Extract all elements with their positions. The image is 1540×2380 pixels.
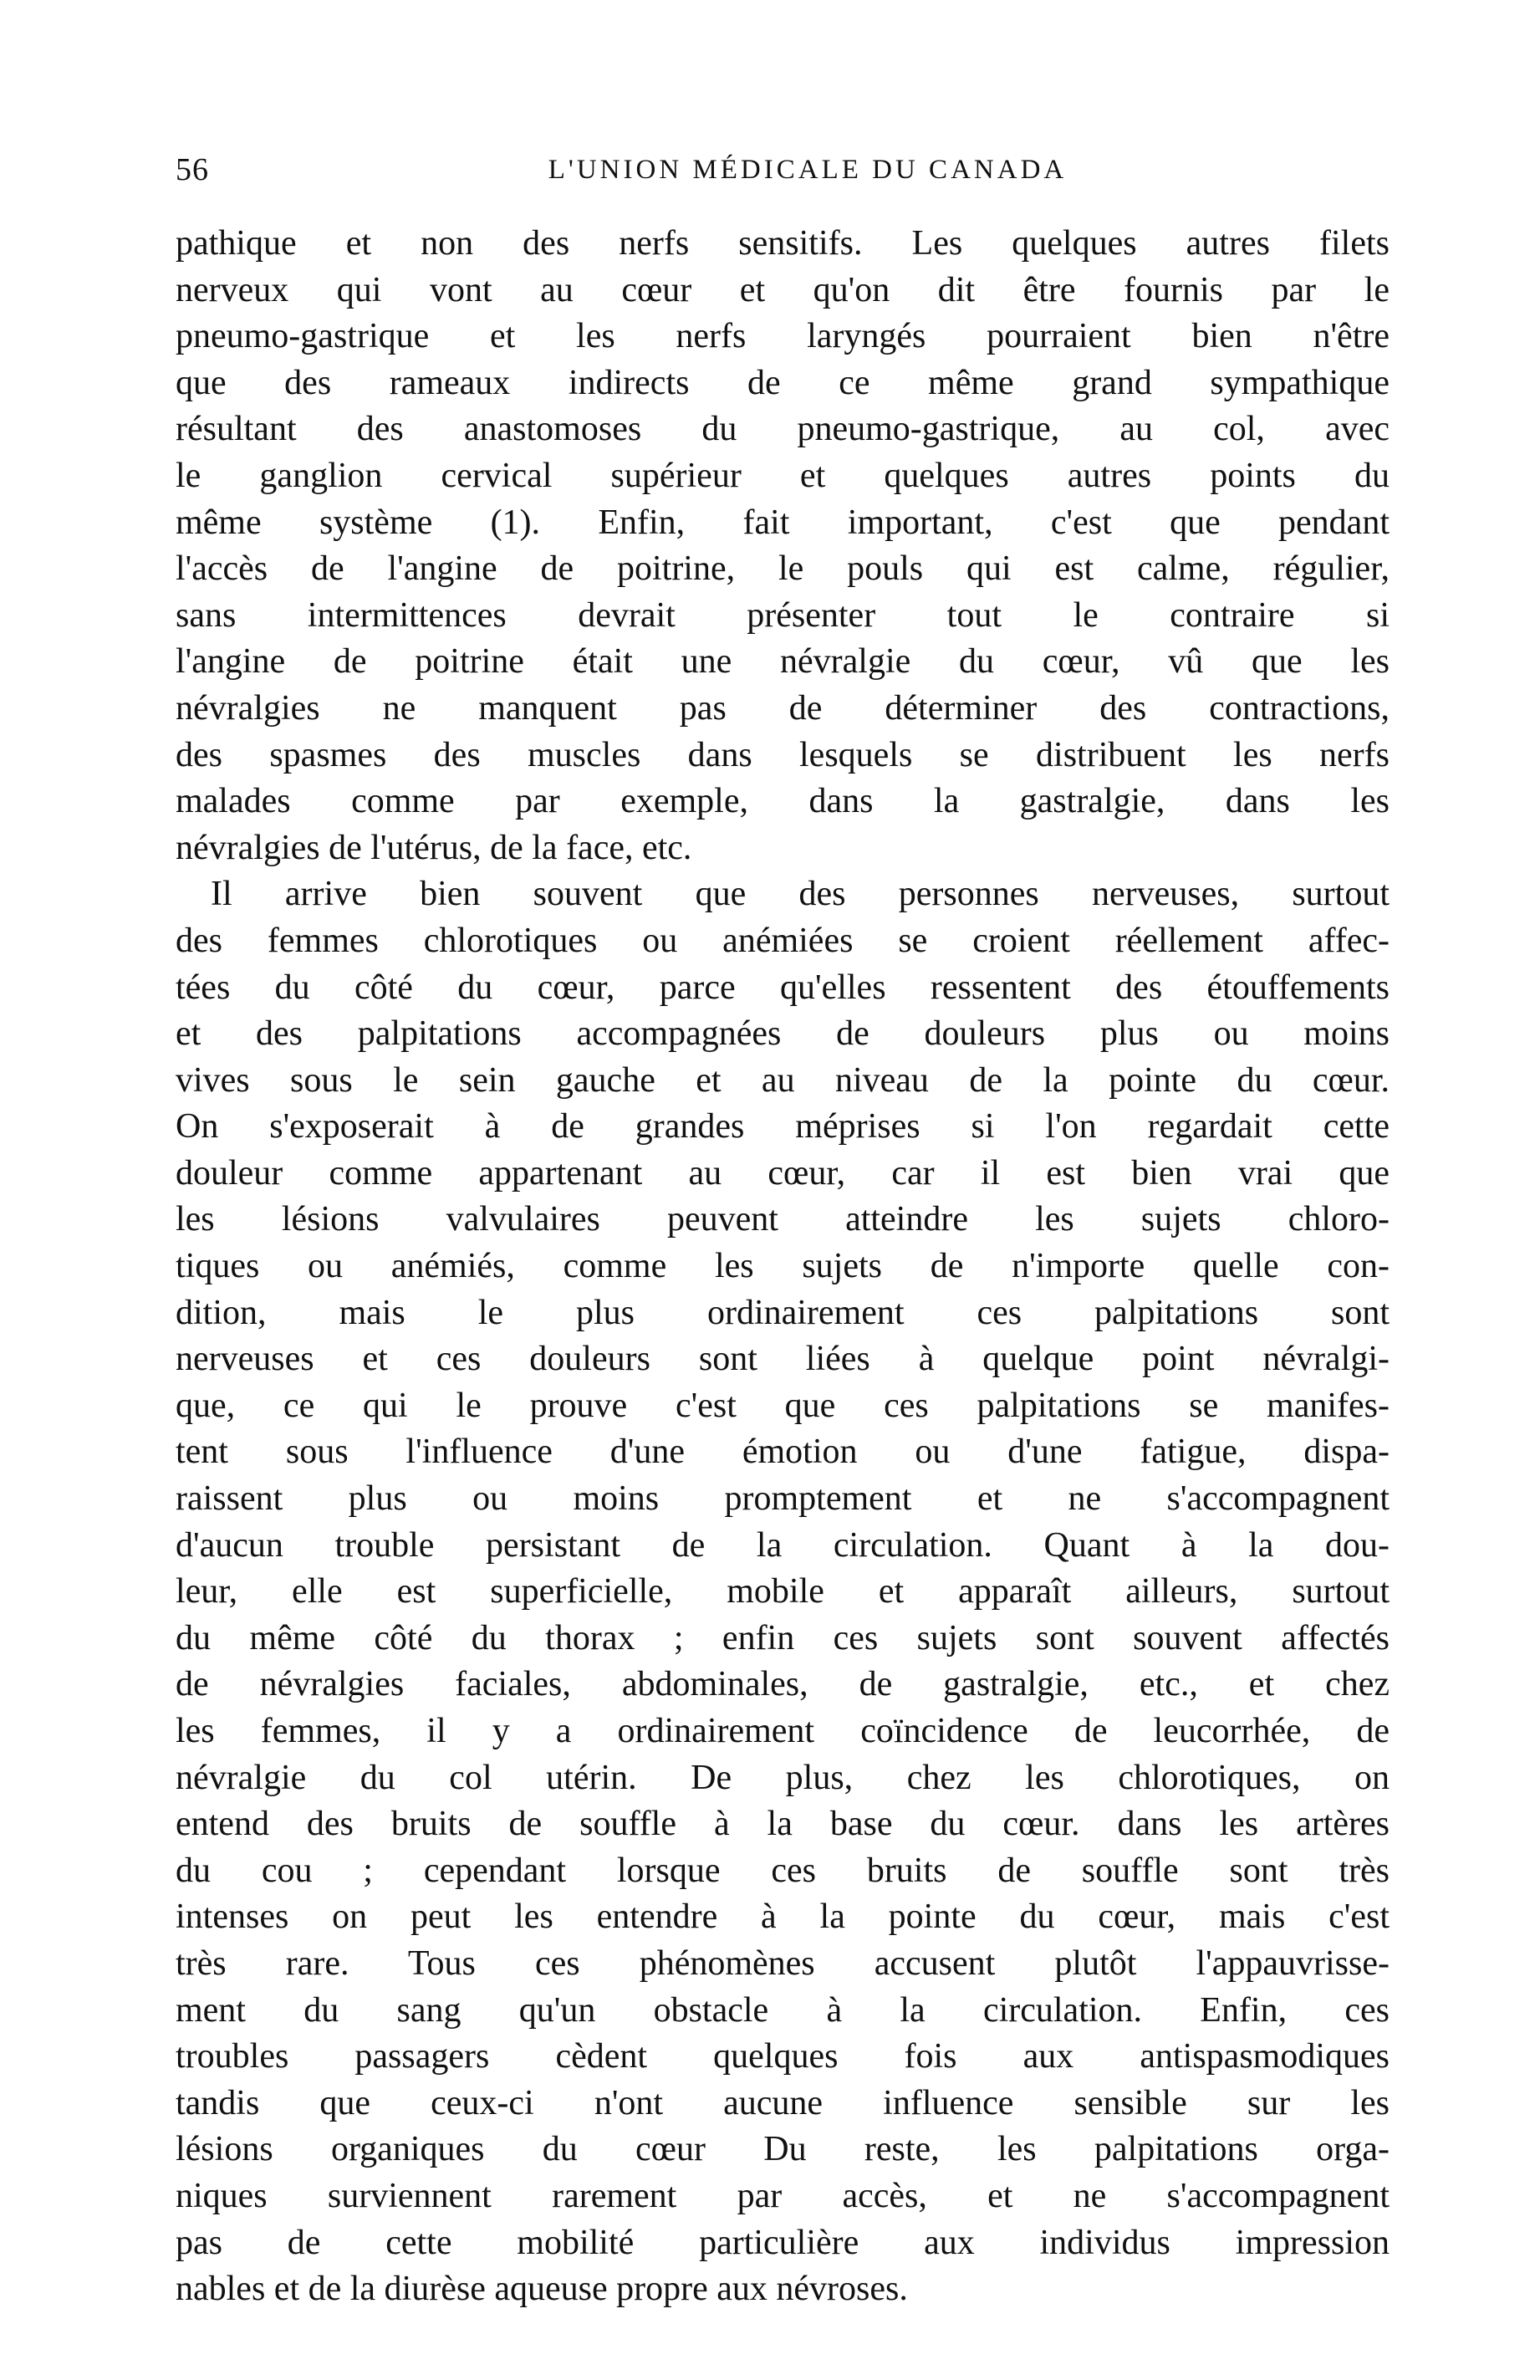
text-line: nerveux qui vont au cœur et qu'on dit être fournis par le	[176, 270, 1390, 309]
text-line: que des rameaux indirects de ce même grand sympathique	[176, 363, 1390, 402]
text-line: du cou ; cependant lorsque ces bruits de souffle sont très	[176, 1851, 1390, 1890]
text-line: le ganglion cervical supérieur et quelques autres points du	[176, 456, 1390, 495]
text-line: l'accès de l'angine de poitrine, le pouls qui est calme, régulier,	[176, 549, 1390, 589]
text-line: et des palpitations accompagnées de douleurs plus ou moins	[176, 1014, 1390, 1054]
text-line: les lésions valvulaires peuvent atteindre les sujets chloro-	[176, 1200, 1390, 1239]
text-line: pneumo-gastrique et les nerfs laryngés pourraient bien n'être	[176, 317, 1390, 356]
text-line: du même côté du thorax ; enfin ces sujets sont souvent affectés	[176, 1618, 1390, 1657]
running-title: L'UNION MÉDICALE DU CANADA	[548, 155, 1068, 185]
text-line: ment du sang qu'un obstacle à la circulation. Enfin, ces	[176, 1990, 1390, 2030]
text-line: malades comme par exemple, dans la gastralgie, dans les	[176, 782, 1390, 821]
text-line: les femmes, il y a ordinairement coïncidence de leucorrhée, de	[176, 1712, 1390, 1750]
text-line: névralgie du col utérin. De plus, chez les chlorotiques, on	[176, 1758, 1390, 1797]
paragraph	[176, 871, 1390, 2312]
text-line: tent sous l'influence d'une émotion ou d'une fatigue, dispa-	[176, 1433, 1390, 1472]
text-line: de névralgies faciales, abdominales, de gastralgie, etc., et chez	[176, 1665, 1390, 1704]
text-line: raissent plus ou moins promptement et ne s'accompagnent	[176, 1479, 1390, 1519]
text-line: Il arrive bien souvent que des personnes nerveuses, surtout	[211, 875, 1390, 914]
text-line: lésions organiques du cœur Du reste, les palpitations orga-	[176, 2130, 1390, 2169]
text-line: intenses on peut les entendre à la pointe du cœur, mais c'est	[176, 1897, 1390, 1937]
text-line: névralgies ne manquent pas de déterminer des contractions,	[176, 688, 1390, 728]
text-line: des femmes chlorotiques ou anémiées se croient réellement affec-	[176, 921, 1390, 960]
text-line: troubles passagers cèdent quelques fois aux antispasmodiques	[176, 2037, 1390, 2076]
page-header	[176, 149, 1390, 191]
text-line: tées du côté du cœur, parce qu'elles ressentent des étouffements	[176, 968, 1390, 1007]
text-line: névralgies de l'utérus, de la face, etc.	[176, 828, 692, 867]
text-line: des spasmes des muscles dans lesquels se distribuent les nerfs	[176, 735, 1390, 774]
text-line: d'aucun trouble persistant de la circulation. Quant à la dou-	[176, 1525, 1390, 1565]
text-line: résultant des anastomoses du pneumo-gastrique, au col, avec	[176, 410, 1390, 449]
text-line: leur, elle est superficielle, mobile et apparaît ailleurs, surtout	[176, 1572, 1390, 1611]
text-line: nables et de la diurèse aqueuse propre aux névroses.	[176, 2270, 908, 2309]
text-line: que, ce qui le prouve c'est que ces palpitations se manifes-	[176, 1386, 1390, 1425]
text-line: tandis que ceux-ci n'ont aucune influence sensible sur les	[176, 2083, 1390, 2122]
text-line: douleur comme appartenant au cœur, car il est bien vrai que	[176, 1153, 1390, 1193]
text-line: dition, mais le plus ordinairement ces palpitations sont	[176, 1293, 1390, 1332]
text-line: niques surviennent rarement par accès, et ne s'accompagnent	[176, 2176, 1390, 2215]
text-line: On s'exposerait à de grandes méprises si l'on regardait cette	[176, 1107, 1390, 1147]
text-line: sans intermittences devrait présenter tout le contraire si	[176, 595, 1390, 635]
text-line: même système (1). Enfin, fait important, c'est que pendant	[176, 503, 1390, 542]
text-line: entend des bruits de souffle à la base du cœur. dans les artères	[176, 1805, 1390, 1844]
text-line: nerveuses et ces douleurs sont liées à quelque point névralgi-	[176, 1340, 1390, 1379]
body-text	[176, 221, 1390, 2313]
text-line: pathique et non des nerfs sensitifs. Les quelques autres filets	[176, 224, 1390, 263]
text-line: très rare. Tous ces phénomènes accusent plutôt l'appauvrisse-	[176, 1943, 1390, 1983]
page-number: 56	[176, 152, 209, 187]
text-line: vives sous le sein gauche et au niveau de la pointe du cœur.	[176, 1060, 1390, 1100]
text-line: tiques ou anémiés, comme les sujets de n'importe quelle con-	[176, 1247, 1390, 1286]
paragraph	[176, 221, 1390, 871]
text-line: pas de cette mobilité particulière aux individus impression	[176, 2223, 1390, 2262]
text-line: l'angine de poitrine était une névralgie du cœur, vû que les	[176, 642, 1390, 682]
